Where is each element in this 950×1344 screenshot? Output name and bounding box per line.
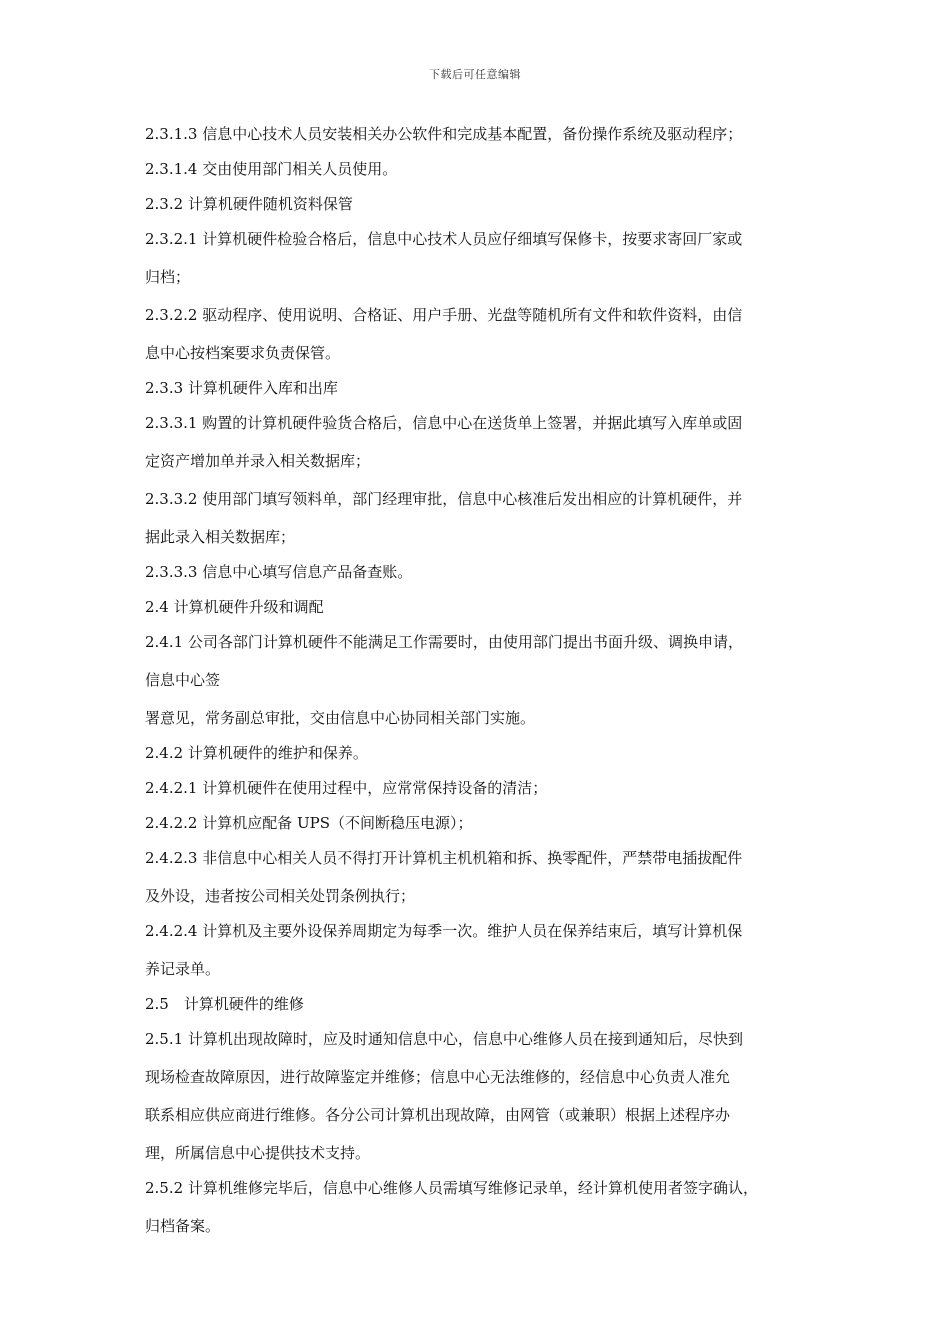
text-line: 息中心按档案要求负责保管。 (145, 344, 341, 362)
text-line: 2.5 计算机硬件的维修 (145, 995, 304, 1013)
text-line: 2.3.3.3 信息中心填写信息产品备查账。 (145, 563, 413, 581)
text-line: 2.4.2.1 计算机硬件在使用过程中，应常常保持设备的清洁； (145, 779, 548, 797)
text-line: 现场检查故障原因，进行故障鉴定并维修；信息中心无法维修的，经信息中心负责人准允 (145, 1068, 731, 1086)
document-body (145, 124, 815, 1236)
text-line: 理，所属信息中心提供技术支持。 (145, 1144, 371, 1162)
text-line: 信息中心签 (145, 671, 221, 689)
text-line: 2.3.2.1 计算机硬件检验合格后，信息中心技术人员应仔细填写保修卡，按要求寄回厂家或 (145, 230, 743, 248)
text-line: 养记录单。 (145, 960, 221, 978)
text-line: 据此录入相关数据库； (145, 528, 296, 546)
text-line: 联系相应供应商进行维修。各分公司计算机出现故障，由网管（或兼职）根据上述程序办 (145, 1106, 731, 1124)
text-line: 2.3.3 计算机硬件入库和出库 (145, 379, 338, 397)
text-line: 归档备案。 (145, 1217, 221, 1235)
text-line: 2.3.3.1 购置的计算机硬件验货合格后，信息中心在送货单上签署，并据此填写入库单或固 (145, 414, 743, 432)
header-note: 下载后可任意编辑 (429, 68, 521, 81)
text-line: 2.5.2 计算机维修完毕后，信息中心维修人员需填写维修记录单，经计算机使用者签字确认， (145, 1179, 758, 1197)
text-line: 2.3.1.3 信息中心技术人员安装相关办公软件和完成基本配置，备份操作系统及驱动程序； (145, 125, 743, 143)
text-line: 定资产增加单并录入相关数据库； (145, 452, 371, 470)
text-line: 2.4 计算机硬件升级和调配 (145, 598, 324, 616)
text-line: 2.3.2.2 驱动程序、使用说明、合格证、用户手册、光盘等随机所有文件和软件资料，由信 (145, 306, 743, 324)
text-line: 2.4.1 公司各部门计算机硬件不能满足工作需要时，由使用部门提出书面升级、调换申请， (145, 633, 743, 651)
text-line: 及外设，违者按公司相关处罚条例执行； (145, 887, 416, 905)
text-line: 2.4.2 计算机硬件的维护和保养。 (145, 744, 368, 762)
text-line: 2.3.3.2 使用部门填写领料单，部门经理审批，信息中心核准后发出相应的计算机硬件，并 (145, 490, 743, 508)
text-line: 2.3.1.4 交由使用部门相关人员使用。 (145, 160, 398, 178)
text-line: 2.4.2.2 计算机应配备 UPS（不间断稳压电源）； (145, 814, 473, 832)
text-line: 2.4.2.3 非信息中心相关人员不得打开计算机主机机箱和拆、换零配件，严禁带电插拔配件 (145, 849, 743, 867)
text-line: 归档； (145, 268, 191, 286)
text-line: 2.3.2 计算机硬件随机资料保管 (145, 195, 353, 213)
text-line: 2.5.1 计算机出现故障时，应及时通知信息中心，信息中心维修人员在接到通知后，尽快到 (145, 1030, 743, 1048)
text-line: 署意见，常务副总审批，交由信息中心协同相关部门实施。 (145, 709, 536, 727)
text-line: 2.4.2.4 计算机及主要外设保养周期定为每季一次。维护人员在保养结束后，填写计算机保 (145, 922, 743, 940)
